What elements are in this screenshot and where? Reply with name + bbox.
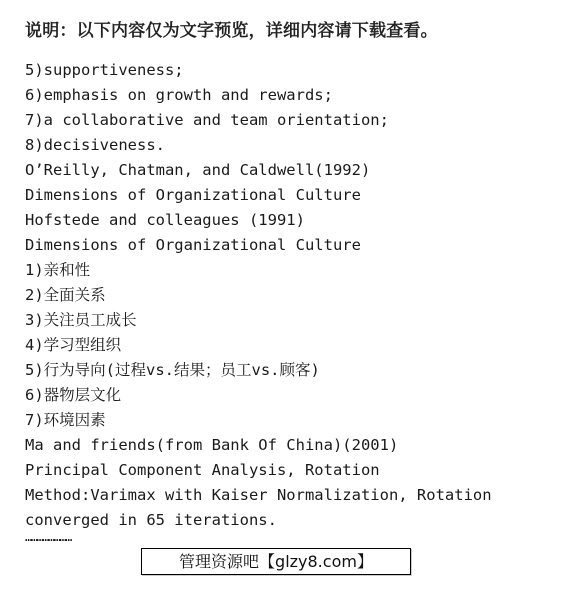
text-line: 8)decisiveness. [25,136,165,154]
site-watermark-banner[interactable]: 管理资源吧【glzy8.com】 [141,548,411,575]
text-line: converged in 65 iterations. [25,511,277,529]
text-line: 4)学习型组织 [25,336,122,354]
text-line: Ma and friends(from Bank Of China)(2001) [25,436,399,454]
text-line: Hofstede and colleagues (1991) [25,211,305,229]
text-line: 2)全面关系 [25,286,106,304]
text-line: 3)关注员工成长 [25,311,137,329]
text-line: 5)supportiveness; [25,61,184,79]
text-line: 5)行为导向(过程vs.结果；员工vs.顾客) [25,361,320,379]
text-line: Dimensions of Organizational Culture [25,236,361,254]
truncation-ellipsis: …………………… [25,530,71,544]
text-line: 6)器物层文化 [25,386,122,404]
text-line: 7)环境因素 [25,411,106,429]
preview-notice: 说明：以下内容仅为文字预览，详细内容请下载查看。 [25,21,438,41]
text-line: Dimensions of Organizational Culture [25,186,361,204]
text-line: Principal Component Analysis, Rotation [25,461,380,479]
text-line: 1)亲和性 [25,261,91,279]
text-line: 7)a collaborative and team orientation; [25,111,389,129]
text-line: O’Reilly, Chatman, and Caldwell(1992) [25,161,371,179]
text-line: 6)emphasis on growth and rewards; [25,86,333,104]
text-line: Method:Varimax with Kaiser Normalization, Rotation [25,486,492,504]
document-text [25,58,492,533]
